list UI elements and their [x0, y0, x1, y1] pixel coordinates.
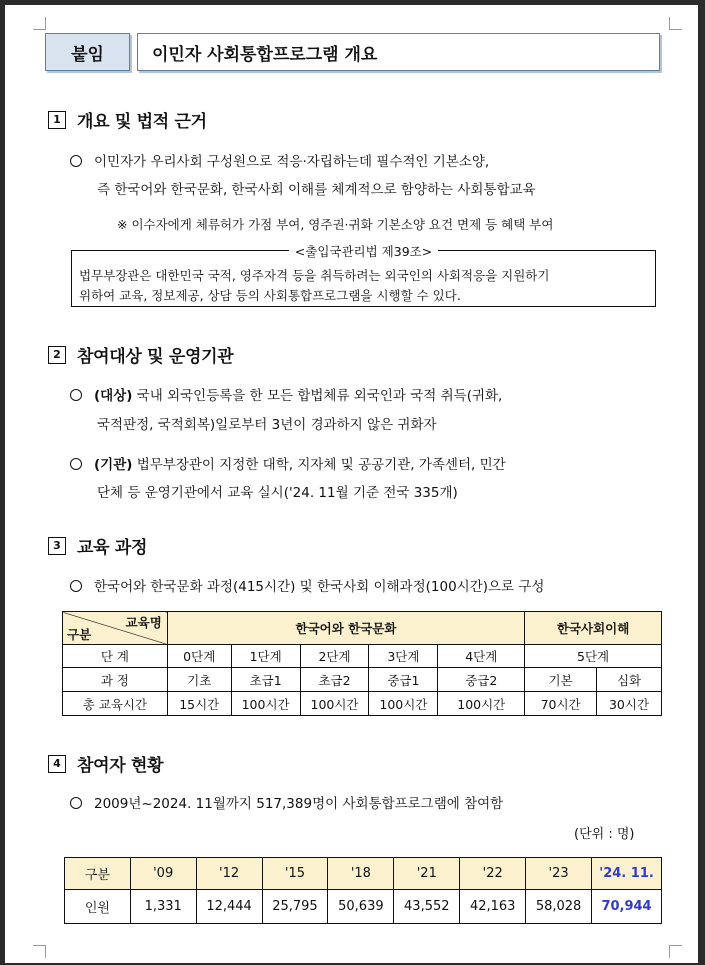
table-cell: 43,552	[394, 890, 460, 924]
law-text-line-1: 법무부장관은 대한민국 국적, 영주자격 등을 취득하려는 외국인의 사회적응을 지원하기	[79, 268, 550, 283]
section-number: 3	[48, 537, 66, 555]
table-cell: 58,028	[526, 890, 592, 924]
section-title: 참여자 현황	[77, 756, 164, 776]
row-label: 인원	[65, 890, 131, 924]
header-cell: '15	[262, 858, 328, 890]
table-cell: 15시간	[167, 692, 231, 716]
table-cell-highlight: 70,944	[592, 890, 662, 924]
header-cell: '12	[196, 858, 262, 890]
header-cell: '18	[328, 858, 394, 890]
group-header-society: 한국사회이해	[525, 612, 662, 645]
section-3-heading	[48, 533, 147, 558]
section-2-heading	[48, 342, 233, 367]
law-box	[71, 244, 656, 307]
section-title: 개요 및 법적 근거	[77, 112, 207, 132]
crop-mark-top-right	[669, 17, 682, 30]
table-cell: 100시간	[369, 692, 438, 716]
table-cell: 30시간	[597, 692, 662, 716]
table-row	[63, 692, 662, 716]
table-row	[65, 890, 662, 924]
table-cell: 42,163	[460, 890, 526, 924]
target-line-2: 국적판정, 국적회복)일로부터 3년이 경과하지 않은 귀화자	[97, 417, 437, 433]
table-cell: 70시간	[525, 692, 597, 716]
table-row	[63, 645, 662, 668]
table-cell: 4단계	[438, 645, 525, 668]
overview-line-2: 즉 한국어와 한국문화, 한국사회 이해를 체계적으로 함양하는 사회통합교육	[97, 182, 536, 198]
row-label: 단 계	[63, 645, 168, 668]
section-number: 2	[48, 346, 66, 364]
table-cell: 100시간	[300, 692, 369, 716]
crop-mark-bottom-left	[33, 945, 46, 958]
law-text-line-2: 위하여 교육, 정보제공, 상담 등의 사회통합프로그램을 시행할 수 있다.	[79, 288, 461, 303]
law-title: <출입국관리법 제39조>	[289, 244, 438, 259]
table-cell: 12,444	[196, 890, 262, 924]
header-cell: '23	[526, 858, 592, 890]
crop-mark-top-left	[33, 17, 46, 30]
table-cell: 중급1	[369, 668, 438, 692]
table-cell: 25,795	[262, 890, 328, 924]
row-label: 과 정	[63, 668, 168, 692]
table-cell: 초급1	[231, 668, 300, 692]
table-cell: 100시간	[231, 692, 300, 716]
participants-line: 2009년~2024. 11월까지 517,389명이 사회통합프로그램에 참여함	[70, 792, 503, 812]
participants-table	[64, 857, 662, 924]
table-row	[63, 668, 662, 692]
section-number: 4	[48, 755, 66, 773]
section-number: 1	[48, 111, 66, 129]
corner-top-label: 교육명	[125, 615, 162, 630]
target-line-1: (대상) 국내 외국인등록을 한 모든 합법체류 외국인과 국적 취득(귀화,	[70, 384, 502, 404]
header-cell: '21	[394, 858, 460, 890]
section-1-heading	[48, 107, 207, 132]
header-cell-highlight: '24. 11.	[592, 858, 662, 890]
table-cell: 50,639	[328, 890, 394, 924]
table-cell: 3단계	[369, 645, 438, 668]
table-cell: 중급2	[438, 668, 525, 692]
section-4-heading	[48, 751, 163, 776]
header-cell: '22	[460, 858, 526, 890]
overview-line-1: 이민자가 우리사회 구성원으로 적응·자립하는데 필수적인 기본소양,	[70, 150, 489, 170]
group-header-korean: 한국어와 한국문화	[167, 612, 524, 645]
attachment-badge: 붙임	[45, 33, 130, 71]
table-cell: 0단계	[167, 645, 231, 668]
table-cell: 1단계	[231, 645, 300, 668]
org-line-2: 단체 등 운영기관에서 교육 실시('24. 11월 기준 전국 335개)	[97, 485, 458, 501]
table-cell: 기초	[167, 668, 231, 692]
circle-bullet-icon	[70, 458, 82, 470]
circle-bullet-icon	[70, 389, 82, 401]
benefit-note: ※ 이수자에게 체류허가 가점 부여, 영주권·귀화 기본소양 요건 면제 등 혜택 부여	[117, 217, 554, 232]
table-cell: 5단계	[525, 645, 662, 668]
corner-bottom-label: 구분	[67, 627, 92, 642]
table-cell: 초급2	[300, 668, 369, 692]
org-line-1: (기관) 법무부장관이 지정한 대학, 지자체 및 공공기관, 가족센터, 민간	[70, 453, 506, 473]
course-table	[62, 611, 662, 716]
table-cell: 심화	[597, 668, 662, 692]
circle-bullet-icon	[70, 580, 82, 592]
document-title: 이민자 사회통합프로그램 개요	[137, 33, 660, 71]
circle-bullet-icon	[70, 155, 82, 167]
table-corner-cell	[63, 612, 168, 645]
header-cell: '09	[130, 858, 196, 890]
table-cell: 100시간	[438, 692, 525, 716]
table-cell: 기본	[525, 668, 597, 692]
section-title: 교육 과정	[77, 538, 148, 558]
section-title: 참여대상 및 운영기관	[77, 347, 234, 367]
table-cell: 2단계	[300, 645, 369, 668]
circle-bullet-icon	[70, 797, 82, 809]
unit-label: (단위 : 명)	[574, 827, 635, 842]
course-line: 한국어와 한국문화 과정(415시간) 및 한국사회 이해과정(100시간)으로 구성	[70, 575, 544, 595]
header-cell: 구분	[65, 858, 131, 890]
row-label: 총 교육시간	[63, 692, 168, 716]
crop-mark-bottom-right	[669, 945, 682, 958]
table-cell: 1,331	[130, 890, 196, 924]
